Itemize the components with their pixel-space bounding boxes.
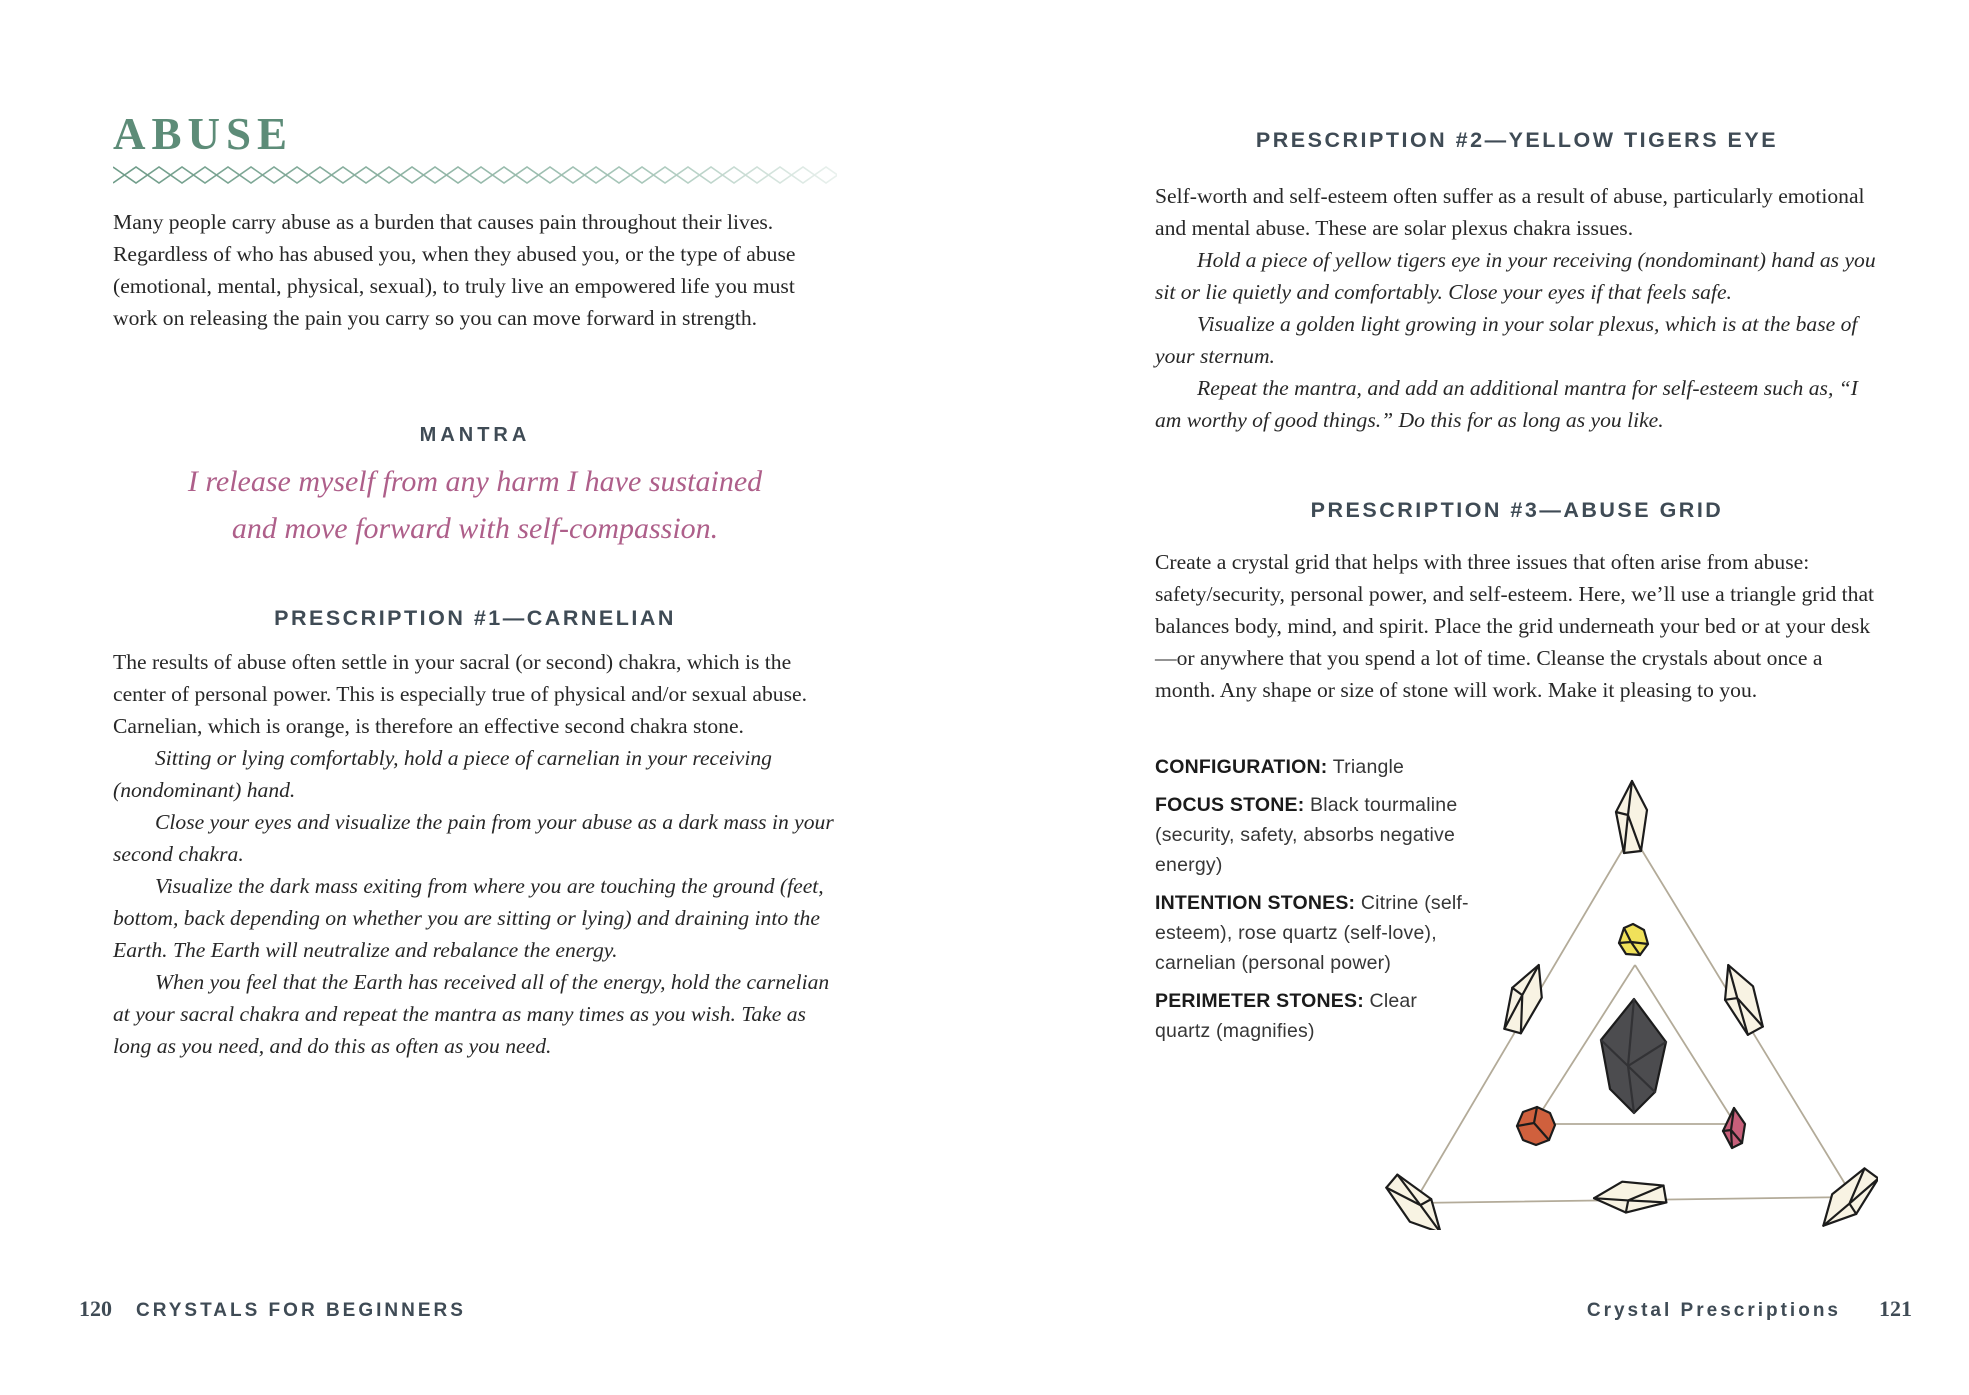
config-value: Black tourmaline (security, safety, absorbs negative energy) bbox=[1155, 794, 1458, 876]
perimeter-stone-bottom-right-icon bbox=[1812, 1163, 1878, 1230]
config-label: INTENTION STONES: bbox=[1155, 892, 1356, 914]
prescription-3-heading: PRESCRIPTION #3—ABUSE GRID bbox=[1310, 498, 1724, 522]
paragraph: Visualize the dark mass exiting from where you are touching the ground (feet, bottom, back depending on whether you are sitting or lying) and draining into the Earth. The Earth will neutralize and rebalance the energy. bbox=[113, 874, 824, 962]
prescription-1-body bbox=[113, 646, 837, 1062]
paragraph: When you feel that the Earth has received all of the energy, hold the carnelian at your sacral chakra and repeat the mantra as many times as you wish. Take as long as you need, and do this as often as you need. bbox=[113, 970, 830, 1058]
perimeter-stone-right-mid-icon bbox=[1713, 959, 1769, 1037]
config-label: CONFIGURATION: bbox=[1155, 756, 1328, 778]
black-tourmaline-stone-icon bbox=[1601, 999, 1666, 1113]
zigzag-divider bbox=[113, 162, 837, 188]
config-label: FOCUS STONE: bbox=[1155, 794, 1305, 816]
page-number-left: 120 bbox=[79, 1296, 112, 1321]
citrine-stone-icon bbox=[1619, 924, 1648, 955]
config-value: Citrine (self-esteem), rose quartz (self-love), carnelian (personal power) bbox=[1155, 892, 1469, 974]
paragraph: Repeat the mantra, and add an additional mantra for self-esteem such as, “I am worthy of good things.” Do this for as long as you like. bbox=[1155, 376, 1858, 432]
config-value: Triangle bbox=[1332, 756, 1405, 778]
chapter-intro-paragraph: Many people carry abuse as a burden that causes pain throughout their lives. Regardless of who has abused you, when they abused you, or the type of abuse (emotional, mental, physical, sexual), to truly live an empowered life you must work on releasing the pain you carry so you can move forward in strength. bbox=[113, 210, 796, 330]
paragraph: Visualize a golden light growing in your solar plexus, which is at the base of your sternum. bbox=[1155, 312, 1858, 368]
perimeter-stone-top-icon bbox=[1616, 781, 1647, 853]
paragraph: The results of abuse often settle in your sacral (or second) chakra, which is the center of personal power. This is especially true of physical and/or sexual abuse. Carnelian, which is orange, is therefore an effective second chakra stone. bbox=[113, 650, 807, 738]
running-book-title: CRYSTALS FOR BEGINNERS bbox=[136, 1300, 466, 1321]
running-section-title: Crystal Prescriptions bbox=[1586, 1300, 1841, 1321]
right-page-footer bbox=[1587, 1296, 1912, 1322]
config-value: Clear quartz (magnifies) bbox=[1155, 990, 1418, 1042]
chapter-title: ABUSE bbox=[113, 109, 294, 160]
abuse-grid-triangle-diagram bbox=[1378, 768, 1878, 1230]
mantra-line-1: I release myself from any harm I have sustained bbox=[187, 465, 763, 498]
mantra-text bbox=[113, 458, 837, 552]
paragraph: Hold a piece of yellow tigers eye in your receiving (nondominant) hand as you sit or lie quietly and comfortably. Close your eyes if that feels safe. bbox=[1155, 248, 1876, 304]
rose-quartz-stone-icon bbox=[1723, 1108, 1745, 1148]
perimeter-stone-left-mid-icon bbox=[1497, 959, 1553, 1037]
paragraph: Sitting or lying comfortably, hold a piece of carnelian in your receiving (nondominant) hand. bbox=[113, 746, 772, 802]
perimeter-stone-bottom-left-icon bbox=[1381, 1169, 1453, 1230]
page-number-right: 121 bbox=[1879, 1296, 1912, 1321]
left-page-footer bbox=[79, 1296, 466, 1322]
paragraph: Close your eyes and visualize the pain from your abuse as a dark mass in your second chakra. bbox=[113, 810, 834, 866]
mantra-heading: MANTRA bbox=[419, 424, 531, 446]
config-label: PERIMETER STONES: bbox=[1155, 990, 1364, 1012]
prescription-2-heading: PRESCRIPTION #2—YELLOW TIGERS EYE bbox=[1255, 128, 1779, 152]
prescription-2-body bbox=[1155, 180, 1879, 436]
prescription-1-heading: PRESCRIPTION #1—CARNELIAN bbox=[274, 606, 676, 630]
paragraph: Self-worth and self-esteem often suffer as a result of abuse, particularly emotional and mental abuse. These are solar plexus chakra issues. bbox=[1155, 184, 1865, 240]
carnelian-stone-icon bbox=[1517, 1107, 1555, 1145]
perimeter-stone-bottom-mid-icon bbox=[1593, 1179, 1667, 1214]
mantra-line-2: and move forward with self-compassion. bbox=[231, 512, 719, 545]
prescription-3-intro: Create a crystal grid that helps with three issues that often arise from abuse: safety/security, personal power, and self-esteem. Here, we’ll use a triangle grid that balances body, mind, and spirit. Place the grid underneath your bed or at your desk—or anywhere that you spend a lot of time. Cleanse the crystals about once a month. Any shape or size of stone will work. Make it pleasing to you. bbox=[1155, 550, 1875, 702]
